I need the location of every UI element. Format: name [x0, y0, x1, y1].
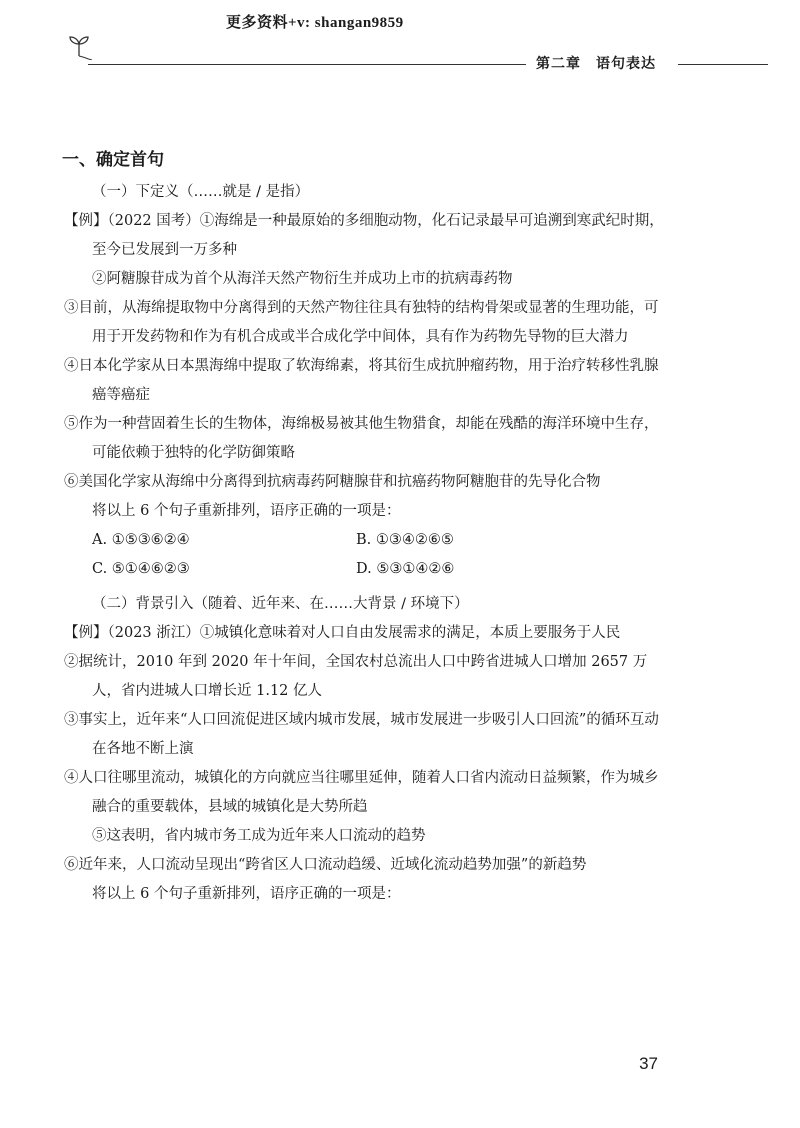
example-1-question: 将以上 6 个句子重新排列，语序正确的一项是：: [92, 503, 401, 519]
example-1-sentence-5: ⑤作为一种营固着生长的生物体，海绵极易被其他生物猎食，却能在残酷的海洋环境中生存，可能依赖于独特的化学防御策略: [64, 416, 659, 461]
example-1-sentence-1: 【例】（2022 国考）①海绵是一种最原始的多细胞动物，化石记录最早可追溯到寒武纪时期，至今已发展到一万多种: [64, 213, 664, 258]
example-2-question: 将以上 6 个句子重新排列，语序正确的一项是：: [92, 886, 401, 902]
page-number: 37: [639, 1054, 658, 1073]
example-2-sentence-6: ⑥近年来，人口流动呈现出“跨省区人口流动趋缓、近域化流动趋势加强”的新趋势: [64, 857, 587, 873]
watermark-text: 更多资料+v: shangan9859: [226, 15, 404, 31]
example-1-sentence-6: ⑥美国化学家从海绵中分离得到抗病毒药阿糖腺苷和抗癌药物阿糖胞苷的先导化合物: [64, 474, 601, 490]
subsection-heading-definition: （一）下定义（……就是 / 是指）: [92, 184, 310, 200]
example-2-sentence-4: ④人口往哪里流动，城镇化的方向就应当往哪里延伸，随着人口省内流动日益频繁，作为城乡融合的重要载体，县域的城镇化是大势所趋: [64, 770, 659, 815]
example-2-sentence-1: 【例】（2023 浙江）①城镇化意味着对人口自由发展需求的满足，本质上要服务于人民: [64, 625, 621, 641]
subsection-heading-background: （二）背景引入（随着、近年来、在……大背景 / 环境下）: [92, 596, 469, 612]
example-1-sentence-4: ④日本化学家从日本黑海绵中提取了软海绵素，将其衍生成抗肿瘤药物，用于治疗转移性乳腺癌等癌症: [64, 358, 659, 403]
option-b: B. ①③④②⑥⑤: [356, 532, 454, 548]
chapter-title: 第二章 语句表达: [536, 56, 656, 72]
option-a: A. ①⑤③⑥②④: [92, 532, 190, 548]
example-1-options: [92, 526, 668, 584]
example-1-sentence-2: ②阿糖腺苷成为首个从海洋天然产物衍生并成功上市的抗病毒药物: [92, 271, 513, 287]
option-c: C. ⑤①④⑥②③: [92, 561, 190, 577]
example-2-sentence-2: ②据统计，2010 年到 2020 年十年间，全国农村总流出人口中跨省进城人口增加 2657 万人，省内进城人口增长近 1.12 亿人: [64, 654, 648, 699]
page-body: [64, 178, 668, 909]
option-d: D. ⑤③①④②⑥: [356, 561, 455, 577]
example-2-sentence-5: ⑤这表明，省内城市务工成为近年来人口流动的趋势: [92, 828, 426, 844]
sprout-icon: [64, 30, 94, 60]
example-2-sentence-3: ③事实上，近年来“人口回流促进区域内城市发展，城市发展进一步吸引人口回流”的循环互动在各地不断上演: [64, 712, 659, 757]
example-1-sentence-3: ③目前，从海绵提取物中分离得到的天然产物往往具有独特的结构骨架或显著的生理功能，可用于开发药物和作为有机合成或半合成化学中间体，具有作为药物先导物的巨大潜力: [64, 300, 659, 345]
section-title: 一、确定首句: [62, 150, 164, 170]
